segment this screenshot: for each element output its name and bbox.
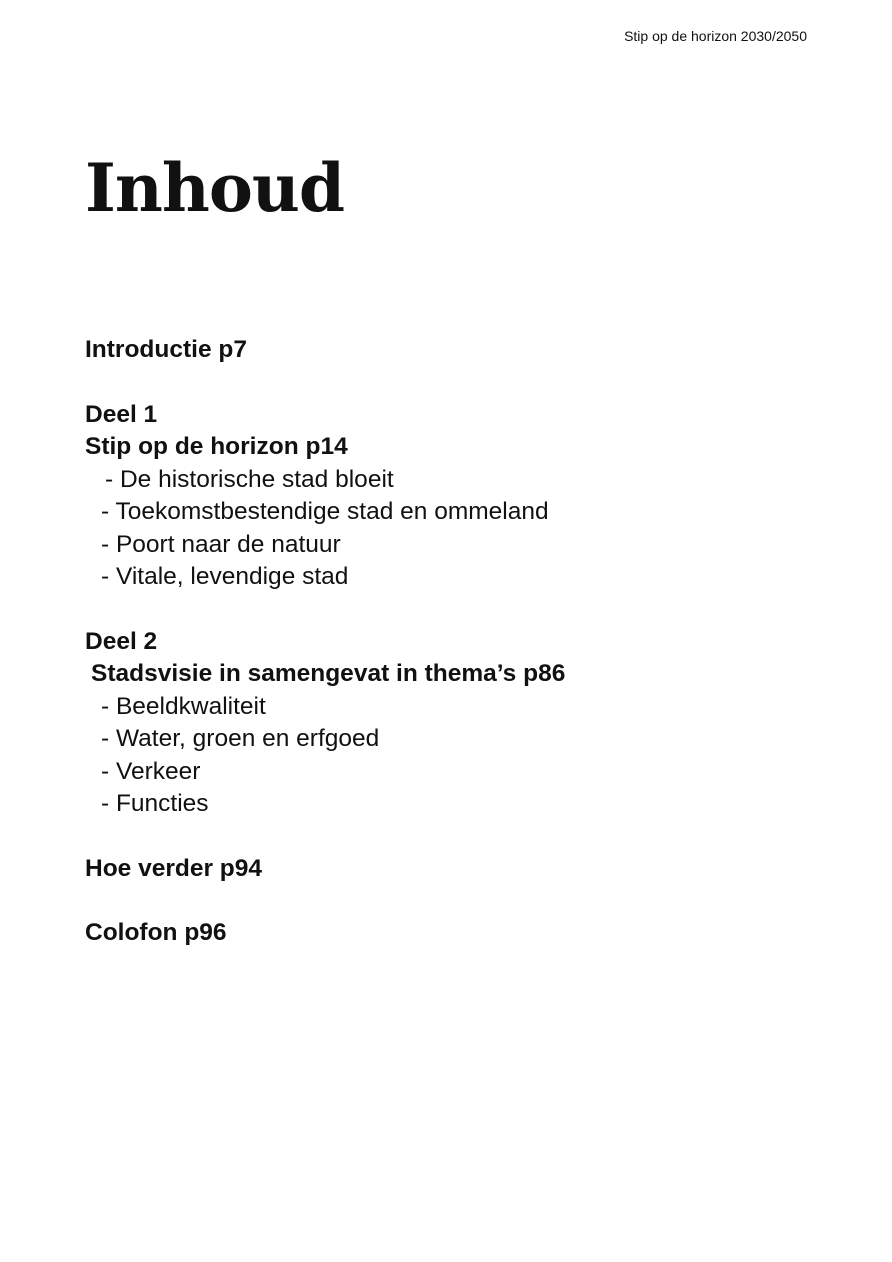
toc-subitem: - De historische stad bloeit	[105, 465, 394, 493]
toc-subitem: - Toekomstbestendige stad en ommeland	[101, 498, 549, 525]
toc-section-title-deel2: Stadsvisie in samengevat in thema’s p86	[91, 660, 566, 687]
toc-subitem: - Water, groen en erfgoed	[101, 725, 380, 752]
toc-entry-introductie: Introductie p7	[85, 336, 247, 363]
toc-subitem: - Verkeer	[101, 757, 201, 785]
table-of-contents	[85, 334, 805, 950]
toc-spacer	[85, 885, 805, 917]
running-header: Stip op de horizon 2030/2050	[624, 28, 807, 44]
toc-subitem: - Vitale, levendige stad	[101, 563, 349, 590]
page-title: Inhoud	[85, 149, 344, 227]
toc-subitem: - Beeldkwaliteit	[101, 692, 266, 720]
toc-spacer	[85, 821, 805, 853]
toc-spacer	[85, 367, 805, 399]
toc-section-label-deel2: Deel 2	[85, 627, 158, 655]
toc-subitem: - Functies	[101, 790, 209, 817]
toc-entry-colofon: Colofon p96	[85, 919, 227, 946]
toc-entry-hoe-verder: Hoe verder p94	[85, 854, 263, 882]
toc-spacer	[85, 594, 805, 626]
toc-subitem: - Poort naar de natuur	[101, 530, 341, 558]
toc-section-title-deel1: Stip op de horizon p14	[85, 433, 348, 460]
toc-section-label-deel1: Deel 1	[85, 400, 158, 428]
